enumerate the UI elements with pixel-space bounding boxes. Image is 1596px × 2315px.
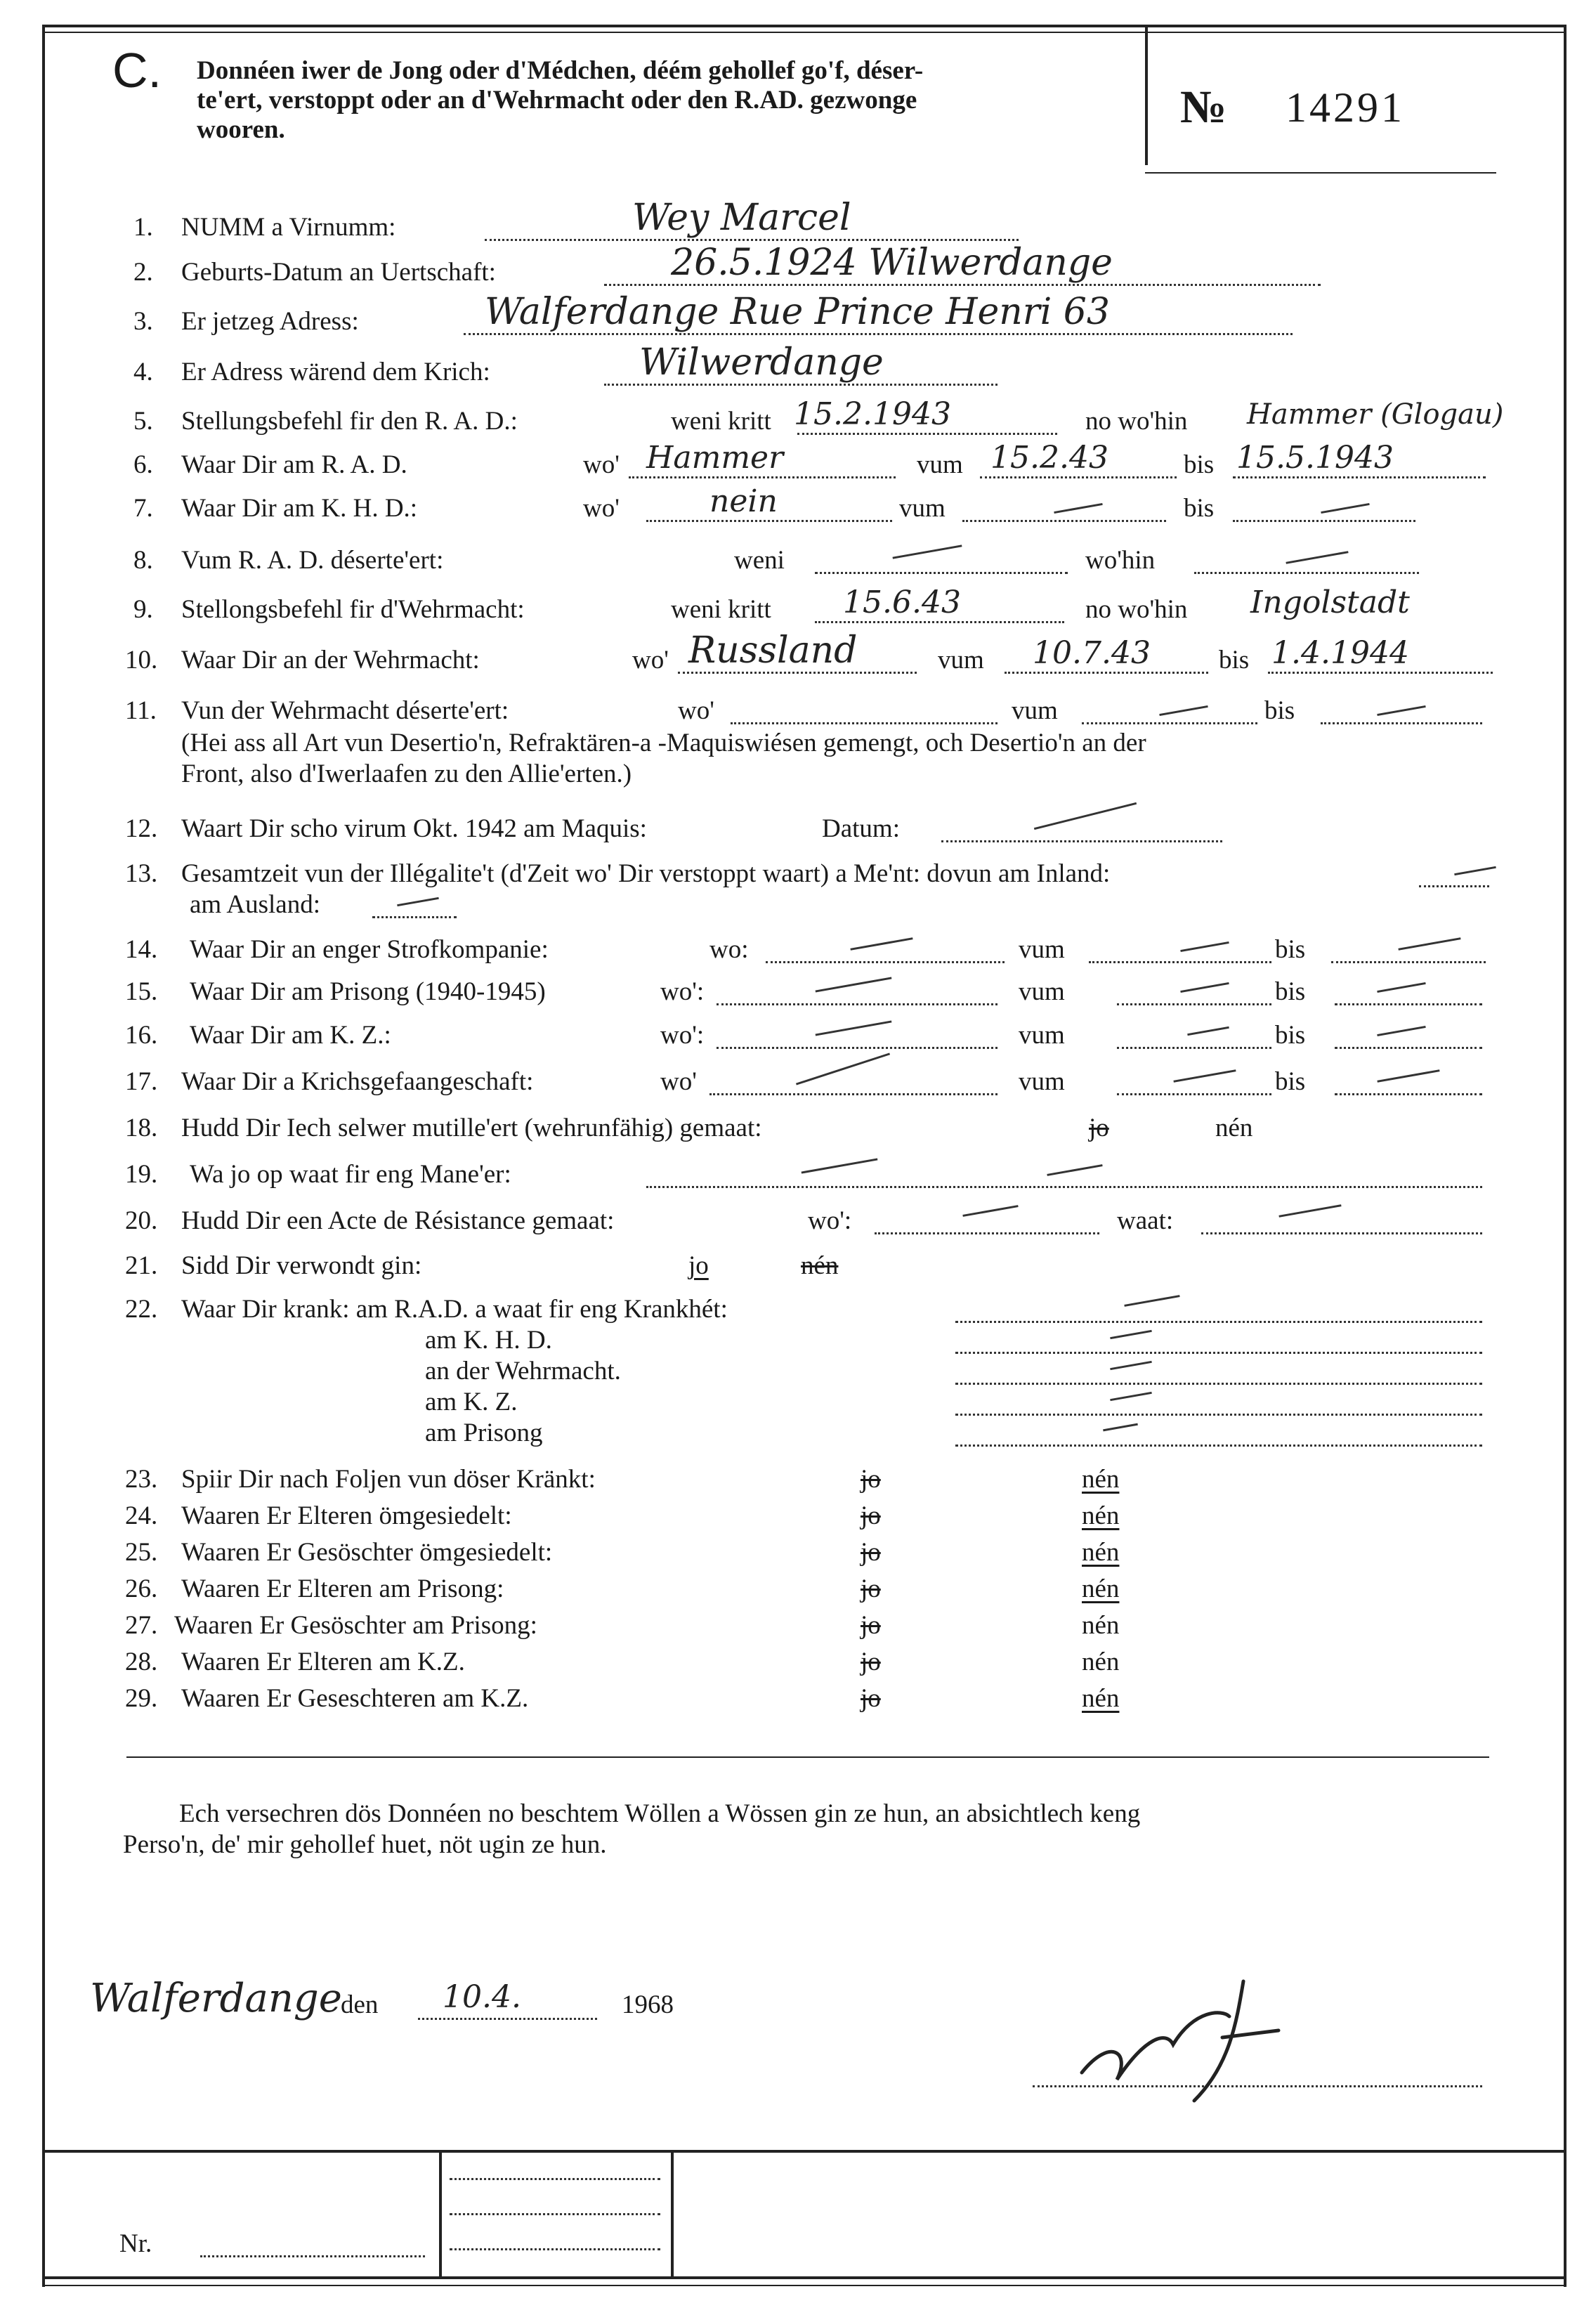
row-number: 19.: [125, 1160, 158, 1189]
rad-desert-label: Vum R. A. D. déserte'ert:: [181, 546, 444, 575]
kz-vum-dotted: [1117, 1047, 1271, 1049]
row-number: 6.: [133, 450, 153, 479]
khd-vum-label: vum: [899, 494, 946, 523]
rad-desert-wohin-dotted: [1194, 572, 1419, 574]
kz-wo-dotted: [717, 1047, 998, 1049]
prisong-vum-label: vum: [1019, 977, 1065, 1006]
parents-kz-label: Waaren Er Elteren am K.Z.: [181, 1648, 465, 1676]
kz-bis-label: bis: [1275, 1021, 1306, 1050]
row-number: 10.: [125, 646, 158, 674]
rad-service-wo-dotted: [629, 476, 896, 478]
name-label: NUMM a Virnumm:: [181, 213, 396, 242]
illness-label: Waar Dir krank: am R.A.D. a waat fir eng Krankhét:: [181, 1295, 728, 1324]
rad-order-label: Stellungsbefehl fir den R. A. D.:: [181, 407, 518, 436]
prisong-wo-label: wo':: [660, 977, 705, 1006]
pow-bis-label: bis: [1275, 1067, 1306, 1096]
parents-prison-jo: jo: [861, 1574, 881, 1603]
row-number: 20.: [125, 1206, 158, 1235]
maquis-datum-dotted: [941, 840, 1222, 842]
wehrmacht-service-bis-dotted: [1268, 672, 1493, 674]
maquis-label: Waart Dir scho virum Okt. 1942 am Maquis:: [181, 814, 647, 843]
declaration-line2: Perso'n, de' mir gehollef huet, nöt ugin ze hun.: [123, 1830, 607, 1859]
row-number: 12.: [125, 814, 158, 843]
header-title-line2: te'ert, verstoppt oder an d'Wehrmacht oder den R.AD. gezwonge: [197, 86, 917, 115]
declaration-line1: Ech versechren dös Donnéen no beschtem Wöllen a Wössen gin ze hun, an absichtlech keng: [179, 1799, 1141, 1828]
wounded-label: Sidd Dir verwondt gin:: [181, 1251, 422, 1280]
khd-wo-value: nein: [709, 483, 778, 519]
illegality-label: Gesamtzeit vun der Illégalite't (d'Zeit wo' Dir verstoppt waart) a Me'nt: dovun am Inland:: [181, 859, 1111, 888]
khd-label: Waar Dir am K. H. D.:: [181, 494, 418, 523]
row-number: 23.: [125, 1465, 158, 1494]
rad-service-label: Waar Dir am R. A. D.: [181, 450, 407, 479]
resistance-wo-dash: [962, 1205, 1018, 1217]
bottom-dotted-2: [450, 2213, 660, 2215]
khd-wo-label: wo': [583, 494, 620, 523]
illegality-abroad-dash: [397, 897, 439, 906]
khd-bis-dotted: [1233, 520, 1415, 522]
desertion-note-line2: Front, also d'Iwerlaafen zu den Allie'erten.): [181, 759, 632, 788]
row-number: 22.: [125, 1295, 158, 1324]
row-number: 13.: [125, 859, 158, 888]
address-dotted-line: [464, 333, 1293, 335]
rad-order-where-value: Hammer (Glogau): [1247, 398, 1504, 431]
prisong-vum-dash: [1180, 982, 1229, 993]
resistance-wo-label: wo':: [808, 1206, 852, 1235]
rad-service-vum-label: vum: [917, 450, 963, 479]
address-label: Er jetzeg Adress:: [181, 307, 359, 336]
illness-wehrmacht-label: an der Wehrmacht.: [425, 1357, 621, 1385]
prisong-wo-dotted: [717, 1003, 998, 1005]
birth-label: Geburts-Datum an Uertschaft:: [181, 258, 496, 287]
strofkompanie-bis-label: bis: [1275, 935, 1306, 964]
rad-desert-weni-dash: [892, 544, 962, 559]
manner-dash-2: [1047, 1164, 1102, 1176]
birth-value: 26.5.1924 Wilwerdange: [671, 242, 1113, 284]
pow-label: Waar Dir a Krichsgefaangeschaft:: [181, 1067, 534, 1096]
bottom-table-bottom-inner: [42, 2285, 1566, 2286]
rad-order-when-dotted: [797, 433, 1057, 435]
strofkompanie-bis-dotted: [1331, 961, 1486, 963]
row-number: 8.: [133, 546, 153, 575]
kz-vum-label: vum: [1019, 1021, 1065, 1050]
wounded-jo: jo: [688, 1251, 709, 1280]
wehrmacht-service-wo-label: wo': [632, 646, 669, 674]
parents-resettled-jo: jo: [861, 1501, 881, 1530]
maquis-datum-label: Datum:: [822, 814, 900, 843]
wehrmacht-order-label: Stellongsbefehl fir d'Wehrmacht:: [181, 595, 525, 624]
rad-service-bis-value: 15.5.1943: [1236, 440, 1394, 476]
bottom-table-col1: [439, 2150, 442, 2276]
row-number: 21.: [125, 1251, 158, 1280]
signature-date-dotted: [418, 2018, 597, 2020]
pow-bis-dotted: [1335, 1093, 1482, 1095]
siblings-prison-jo: jo: [861, 1611, 881, 1640]
left-border: [42, 25, 45, 2287]
parents-resettled-nen: nén: [1082, 1501, 1120, 1530]
row-number: 27.: [125, 1611, 158, 1640]
siblings-resettled-label: Waaren Er Gesöschter ömgesiedelt:: [181, 1538, 553, 1567]
wehrmacht-desert-bis-label: bis: [1264, 696, 1295, 725]
right-border: [1564, 25, 1566, 2287]
pow-wo-dotted: [709, 1093, 998, 1095]
nr-label: Nr.: [119, 2229, 152, 2258]
siblings-prison-label: Waaren Er Gesöschter am Prisong:: [174, 1611, 537, 1640]
parents-prison-label: Waaren Er Elteren am Prisong:: [181, 1574, 504, 1603]
wehrmacht-service-label: Waar Dir an der Wehrmacht:: [181, 646, 480, 674]
name-dotted-line: [485, 239, 1019, 241]
prisong-vum-dotted: [1117, 1003, 1271, 1005]
pow-wo-dash: [796, 1052, 890, 1085]
wehrmacht-service-vum-label: vum: [938, 646, 984, 674]
header-title-line1: Donnéen iwer de Jong oder d'Médchen, déém gehollef go'f, déser-: [197, 56, 924, 85]
illness-rad-dash: [1124, 1295, 1179, 1307]
prisong-bis-label: bis: [1275, 977, 1306, 1006]
rad-order-where-label: no wo'hin: [1085, 407, 1188, 436]
signature-year: 1968: [622, 1990, 674, 2019]
row-number: 11.: [125, 696, 157, 725]
illegality-abroad-dotted: [372, 916, 457, 918]
kz-bis-dash: [1377, 1026, 1425, 1036]
name-value: Wey Marcel: [632, 197, 851, 239]
illness-prisong-dotted: [955, 1445, 1482, 1447]
resistance-label: Hudd Dir een Acte de Résistance gemaat:: [181, 1206, 615, 1235]
after-effects-jo: jo: [861, 1465, 881, 1494]
khd-vum-dotted: [962, 520, 1166, 522]
signature-date: 10.4.: [443, 1979, 521, 2015]
bottom-dotted-3: [450, 2248, 660, 2250]
khd-bis-label: bis: [1184, 494, 1215, 523]
kz-bis-dotted: [1335, 1047, 1482, 1049]
wehrmacht-desert-label: Vun der Wehrmacht déserte'ert:: [181, 696, 509, 725]
strofkompanie-wo-label: wo:: [709, 935, 749, 964]
illness-kz-label: am K. Z.: [425, 1388, 518, 1416]
khd-vum-dash: [1054, 503, 1102, 514]
illegality-inland-dash: [1454, 866, 1496, 875]
manner-dotted: [646, 1186, 1482, 1188]
strofkompanie-bis-dash: [1398, 937, 1460, 951]
signature-mark: [1068, 1967, 1307, 2108]
mutilation-nen: nén: [1215, 1114, 1253, 1142]
header-divider: [1145, 25, 1148, 165]
kz-label: Waar Dir am K. Z.:: [190, 1021, 391, 1050]
wehrmacht-order-where-label: no wo'hin: [1085, 595, 1188, 624]
row-number: 4.: [133, 358, 153, 386]
strofkompanie-wo-dash: [850, 937, 913, 951]
rad-service-vum-value: 15.2.43: [990, 440, 1108, 476]
parents-prison-nen: nén: [1082, 1574, 1120, 1603]
siblings-kz-nen: nén: [1082, 1684, 1120, 1713]
row-number: 14.: [125, 935, 158, 964]
wehrmacht-desert-vum-dotted: [1082, 722, 1257, 724]
pow-wo-label: wo': [660, 1067, 697, 1096]
row-number: 25.: [125, 1538, 158, 1567]
maquis-datum-dash: [1034, 802, 1137, 830]
illness-khd-dotted: [955, 1352, 1482, 1354]
bottom-table-top: [42, 2150, 1566, 2153]
mutilation-jo: jo: [1089, 1114, 1109, 1142]
khd-wo-dotted: [646, 520, 892, 522]
wehrmacht-service-wo-value: Russland: [688, 630, 858, 672]
illness-khd-label: am K. H. D.: [425, 1326, 552, 1355]
row-number: 26.: [125, 1574, 158, 1603]
strofkompanie-wo-dotted: [766, 961, 1005, 963]
manner-label: Wa jo op waat fir eng Mane'er:: [190, 1160, 511, 1189]
bottom-table-col2: [671, 2150, 674, 2276]
parents-resettled-label: Waaren Er Elteren ömgesiedelt:: [181, 1501, 512, 1530]
wehrmacht-order-where-value: Ingolstadt: [1250, 585, 1410, 620]
row-number: 1.: [133, 213, 153, 242]
illness-kz-dotted: [955, 1414, 1482, 1416]
row-number: 18.: [125, 1114, 158, 1142]
top-border-inner: [42, 32, 1566, 33]
bottom-dotted-1: [450, 2178, 660, 2180]
wehrmacht-order-when-value: 15.6.43: [843, 585, 961, 620]
strofkompanie-vum-label: vum: [1019, 935, 1065, 964]
rad-service-vum-dotted: [980, 476, 1177, 478]
wehrmacht-service-bis-label: bis: [1219, 646, 1250, 674]
signature-den-label: den: [341, 1990, 379, 2019]
bottom-table-bottom: [42, 2276, 1566, 2279]
siblings-prison-nen: nén: [1082, 1611, 1120, 1640]
prisong-label: Waar Dir am Prisong (1940-1945): [190, 977, 546, 1006]
resistance-waat-label: waat:: [1117, 1206, 1174, 1235]
after-effects-label: Spiir Dir nach Foljen vun döser Kränkt:: [181, 1465, 596, 1494]
row-number: 5.: [133, 407, 153, 436]
row-number: 16.: [125, 1021, 158, 1050]
row-number: 17.: [125, 1067, 158, 1096]
mutilation-label: Hudd Dir Iech selwer mutille'ert (wehrunfähig) gemaat:: [181, 1114, 762, 1142]
rad-service-wo-value: Hammer: [646, 440, 784, 476]
rad-service-wo-label: wo': [583, 450, 620, 479]
war-address-label: Er Adress wärend dem Krich:: [181, 358, 490, 386]
wounded-nen: nén: [801, 1251, 839, 1280]
strofkompanie-vum-dotted: [1089, 961, 1271, 963]
number-symbol: №: [1180, 81, 1227, 133]
row-number: 29.: [125, 1684, 158, 1713]
nr-dotted: [200, 2255, 425, 2257]
illegality-abroad-label: am Ausland:: [190, 890, 321, 919]
section-divider: [126, 1756, 1489, 1758]
strofkompanie-label: Waar Dir an enger Strofkompanie:: [190, 935, 549, 964]
pow-vum-dash: [1173, 1069, 1236, 1083]
rad-desert-wohin-label: wo'hin: [1085, 546, 1156, 575]
rad-desert-weni-dotted: [815, 572, 1068, 574]
rad-desert-weni-label: weni: [734, 546, 785, 575]
wehrmacht-desert-bis-dotted: [1321, 722, 1482, 724]
prisong-bis-dotted: [1335, 1003, 1482, 1005]
row-number: 9.: [133, 595, 153, 624]
illness-rad-dotted: [955, 1321, 1482, 1323]
siblings-kz-jo: jo: [861, 1684, 881, 1713]
parents-kz-jo: jo: [861, 1648, 881, 1676]
rad-order-when-value: 15.2.1943: [794, 396, 951, 432]
manner-dash-1: [802, 1158, 878, 1173]
illegality-inland-dotted: [1419, 885, 1489, 887]
address-value: Walferdange Rue Prince Henri 63: [485, 291, 1110, 333]
header-title-line3: wooren.: [197, 115, 285, 144]
illness-wehrmacht-dash: [1110, 1361, 1152, 1370]
pow-bis-dash: [1377, 1069, 1439, 1083]
signature-place: Walferdange: [90, 1976, 342, 2021]
resistance-waat-dotted: [1201, 1232, 1482, 1234]
war-address-value: Wilwerdange: [639, 341, 884, 384]
wehrmacht-order-when-dotted: [815, 621, 1064, 623]
kz-vum-dash: [1187, 1026, 1229, 1036]
wehrmacht-service-vum-value: 10.7.43: [1033, 635, 1151, 671]
row-number: 28.: [125, 1648, 158, 1676]
after-effects-nen: nén: [1082, 1465, 1120, 1494]
strofkompanie-vum-dash: [1180, 941, 1229, 952]
header-bottom-line: [1145, 172, 1496, 174]
siblings-kz-label: Waaren Er Geseschteren am K.Z.: [181, 1684, 529, 1713]
row-number: 3.: [133, 307, 153, 336]
wehrmacht-desert-vum-label: vum: [1012, 696, 1058, 725]
wehrmacht-desert-wo-label: wo': [678, 696, 714, 725]
wehrmacht-desert-bis-dash: [1377, 705, 1425, 716]
rad-service-bis-dotted: [1233, 476, 1486, 478]
kz-wo-label: wo':: [660, 1021, 705, 1050]
kz-wo-dash: [816, 1020, 892, 1036]
illness-prisong-dash: [1103, 1423, 1138, 1432]
rad-order-when-label: weni kritt: [671, 407, 771, 436]
birth-dotted-line: [604, 284, 1321, 286]
wehrmacht-service-vum-dotted: [1005, 672, 1208, 674]
wehrmacht-service-wo-dotted: [678, 672, 917, 674]
pow-vum-label: vum: [1019, 1067, 1065, 1096]
row-number: 24.: [125, 1501, 158, 1530]
wehrmacht-order-when-label: weni kritt: [671, 595, 771, 624]
prisong-bis-dash: [1377, 982, 1425, 993]
wehrmacht-desert-vum-dash: [1159, 705, 1208, 716]
pow-vum-dotted: [1117, 1093, 1271, 1095]
illness-prisong-label: am Prisong: [425, 1419, 543, 1447]
illness-wehrmacht-dotted: [955, 1383, 1482, 1385]
rad-service-bis-label: bis: [1184, 450, 1215, 479]
war-address-dotted-line: [604, 384, 998, 386]
parents-kz-nen: nén: [1082, 1648, 1120, 1676]
siblings-resettled-jo: jo: [861, 1538, 881, 1567]
section-letter: C.: [112, 43, 162, 98]
wehrmacht-desert-wo-dotted: [731, 722, 998, 724]
wehrmacht-service-bis-value: 1.4.1944: [1271, 635, 1409, 671]
row-number: 2.: [133, 258, 153, 287]
khd-bis-dash: [1321, 503, 1369, 514]
rad-desert-wohin-dash: [1286, 551, 1348, 564]
illness-kz-dash: [1110, 1392, 1152, 1401]
resistance-waat-dash: [1278, 1204, 1341, 1218]
top-border: [42, 25, 1566, 27]
row-number: 7.: [133, 494, 153, 523]
siblings-resettled-nen: nén: [1082, 1538, 1120, 1567]
row-number: 15.: [125, 977, 158, 1006]
desertion-note-line1: (Hei ass all Art vun Desertio'n, Refraktären-a -Maquiswiésen gemengt, och Desertio'n an der: [181, 729, 1146, 757]
prisong-wo-dash: [816, 977, 892, 992]
document-number: 14291: [1286, 84, 1405, 131]
illness-khd-dash: [1110, 1330, 1152, 1339]
resistance-wo-dotted: [875, 1232, 1099, 1234]
